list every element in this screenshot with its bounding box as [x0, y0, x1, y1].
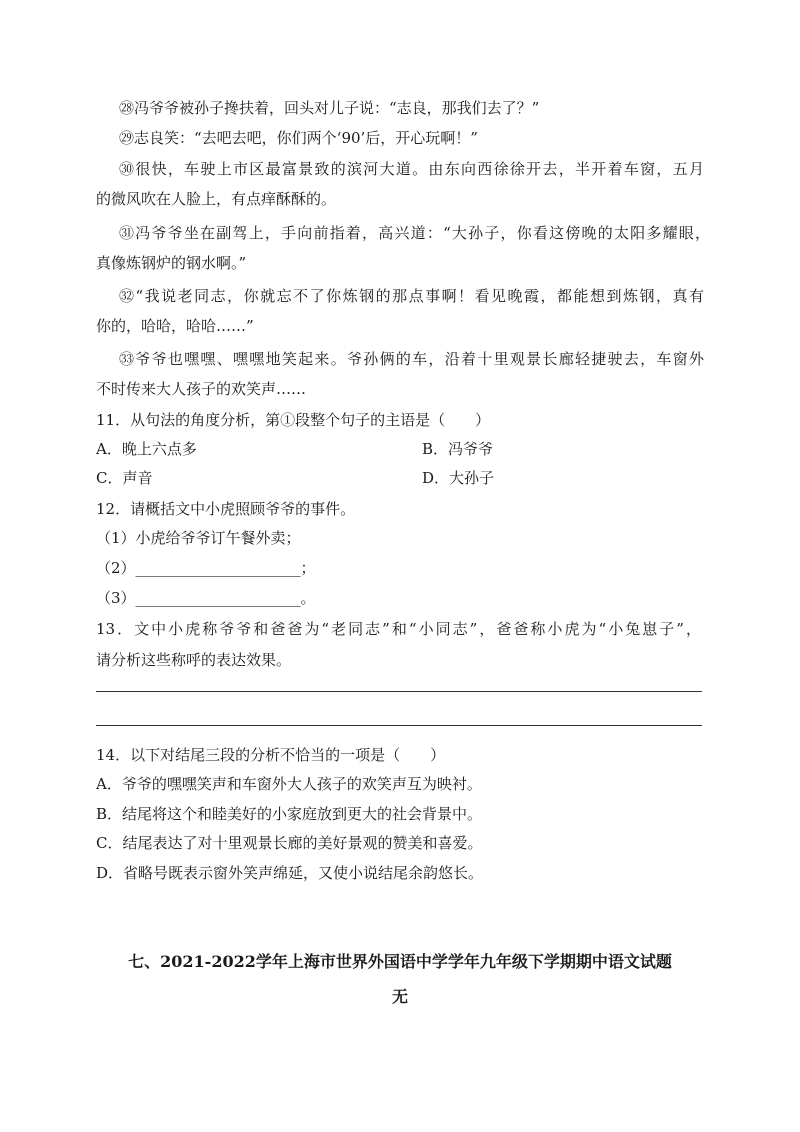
question-13-stem-line-1: 13．文中小虎称爷爷和爸爸为“老同志”和“小同志”，爸爸称小虎为“小兔崽子”， [96, 620, 701, 638]
question-12-item-2: （2）______________________； [96, 559, 316, 577]
paragraph-32-line-2: 你的，哈哈，哈哈……” [96, 317, 254, 335]
question-14-option-a: A．爷爷的嘿嘿笑声和车窗外大人孩子的欢笑声互为映衬。 [96, 775, 482, 793]
question-12-stem: 12．请概括文中小虎照顾爷爷的事件。 [96, 500, 356, 518]
paragraph-33-line-1: ㉝爷爷也嘿嘿、嘿嘿地笑起来。爷孙俩的车，沿着十里观景长廊轻捷驶去，车窗外 [119, 350, 704, 368]
answer-line-2[interactable] [96, 725, 702, 726]
question-11-option-d: D．大孙子 [422, 469, 495, 487]
paragraph-30-line-2: 的微风吹在人脸上，有点痒酥酥的。 [96, 190, 337, 208]
question-13-stem-line-2: 请分析这些称呼的表达效果。 [96, 651, 292, 669]
question-14-option-c: C．结尾表达了对十里观景长廊的美好景观的赞美和喜爱。 [96, 834, 483, 852]
paragraph-31-line-2: 真像炼钢炉的钢水啊。” [96, 254, 247, 272]
section-7-title: 七、2021-2022学年上海市世界外国语中学学年九年级下学期期中语文试题 [128, 952, 672, 971]
answer-line-1[interactable] [96, 691, 702, 692]
question-12-item-1: （1）小虎给爷爷订午餐外卖； [96, 529, 301, 547]
question-12-item-3: （3）______________________。 [96, 589, 316, 607]
paragraph-29: ㉙志良笑：“去吧去吧，你们两个‘90’后，开心玩啊！” [119, 129, 478, 147]
question-11-option-a: A．晚上六点多 [96, 440, 197, 458]
paragraph-30-line-1: ㉚很快，车驶上市区最富景致的滨河大道。由东向西徐徐开去，半开着车窗，五月 [119, 160, 704, 178]
paragraph-31-line-1: ㉛冯爷爷坐在副驾上，手向前指着，高兴道：“大孙子，你看这傍晚的太阳多耀眼， [119, 224, 710, 242]
question-14-stem: 14．以下对结尾三段的分析不恰当的一项是（ ） [96, 746, 446, 764]
question-11-stem: 11．从句法的角度分析，第①段整个句子的主语是（ ） [96, 411, 491, 429]
question-11-option-b: B．冯爷爷 [422, 440, 494, 458]
question-11-option-c: C．声音 [96, 469, 153, 487]
paragraph-28: ㉘冯爷爷被孙子搀扶着，回头对儿子说：“志良，那我们去了？” [119, 99, 540, 117]
paragraph-33-line-2: 不时传来大人孩子的欢笑声…… [96, 380, 307, 398]
paragraph-32-line-1: ㉜“我说老同志，你就忘不了你炼钢的那点事啊！看见晚霞，都能想到炼钢，真有 [119, 287, 704, 305]
question-14-option-d: D．省略号既表示窗外笑声绵延，又使小说结尾余韵悠长。 [96, 864, 484, 882]
question-14-option-b: B．结尾将这个和睦美好的小家庭放到更大的社会背景中。 [96, 805, 483, 823]
section-7-subtitle: 无 [391, 987, 408, 1006]
